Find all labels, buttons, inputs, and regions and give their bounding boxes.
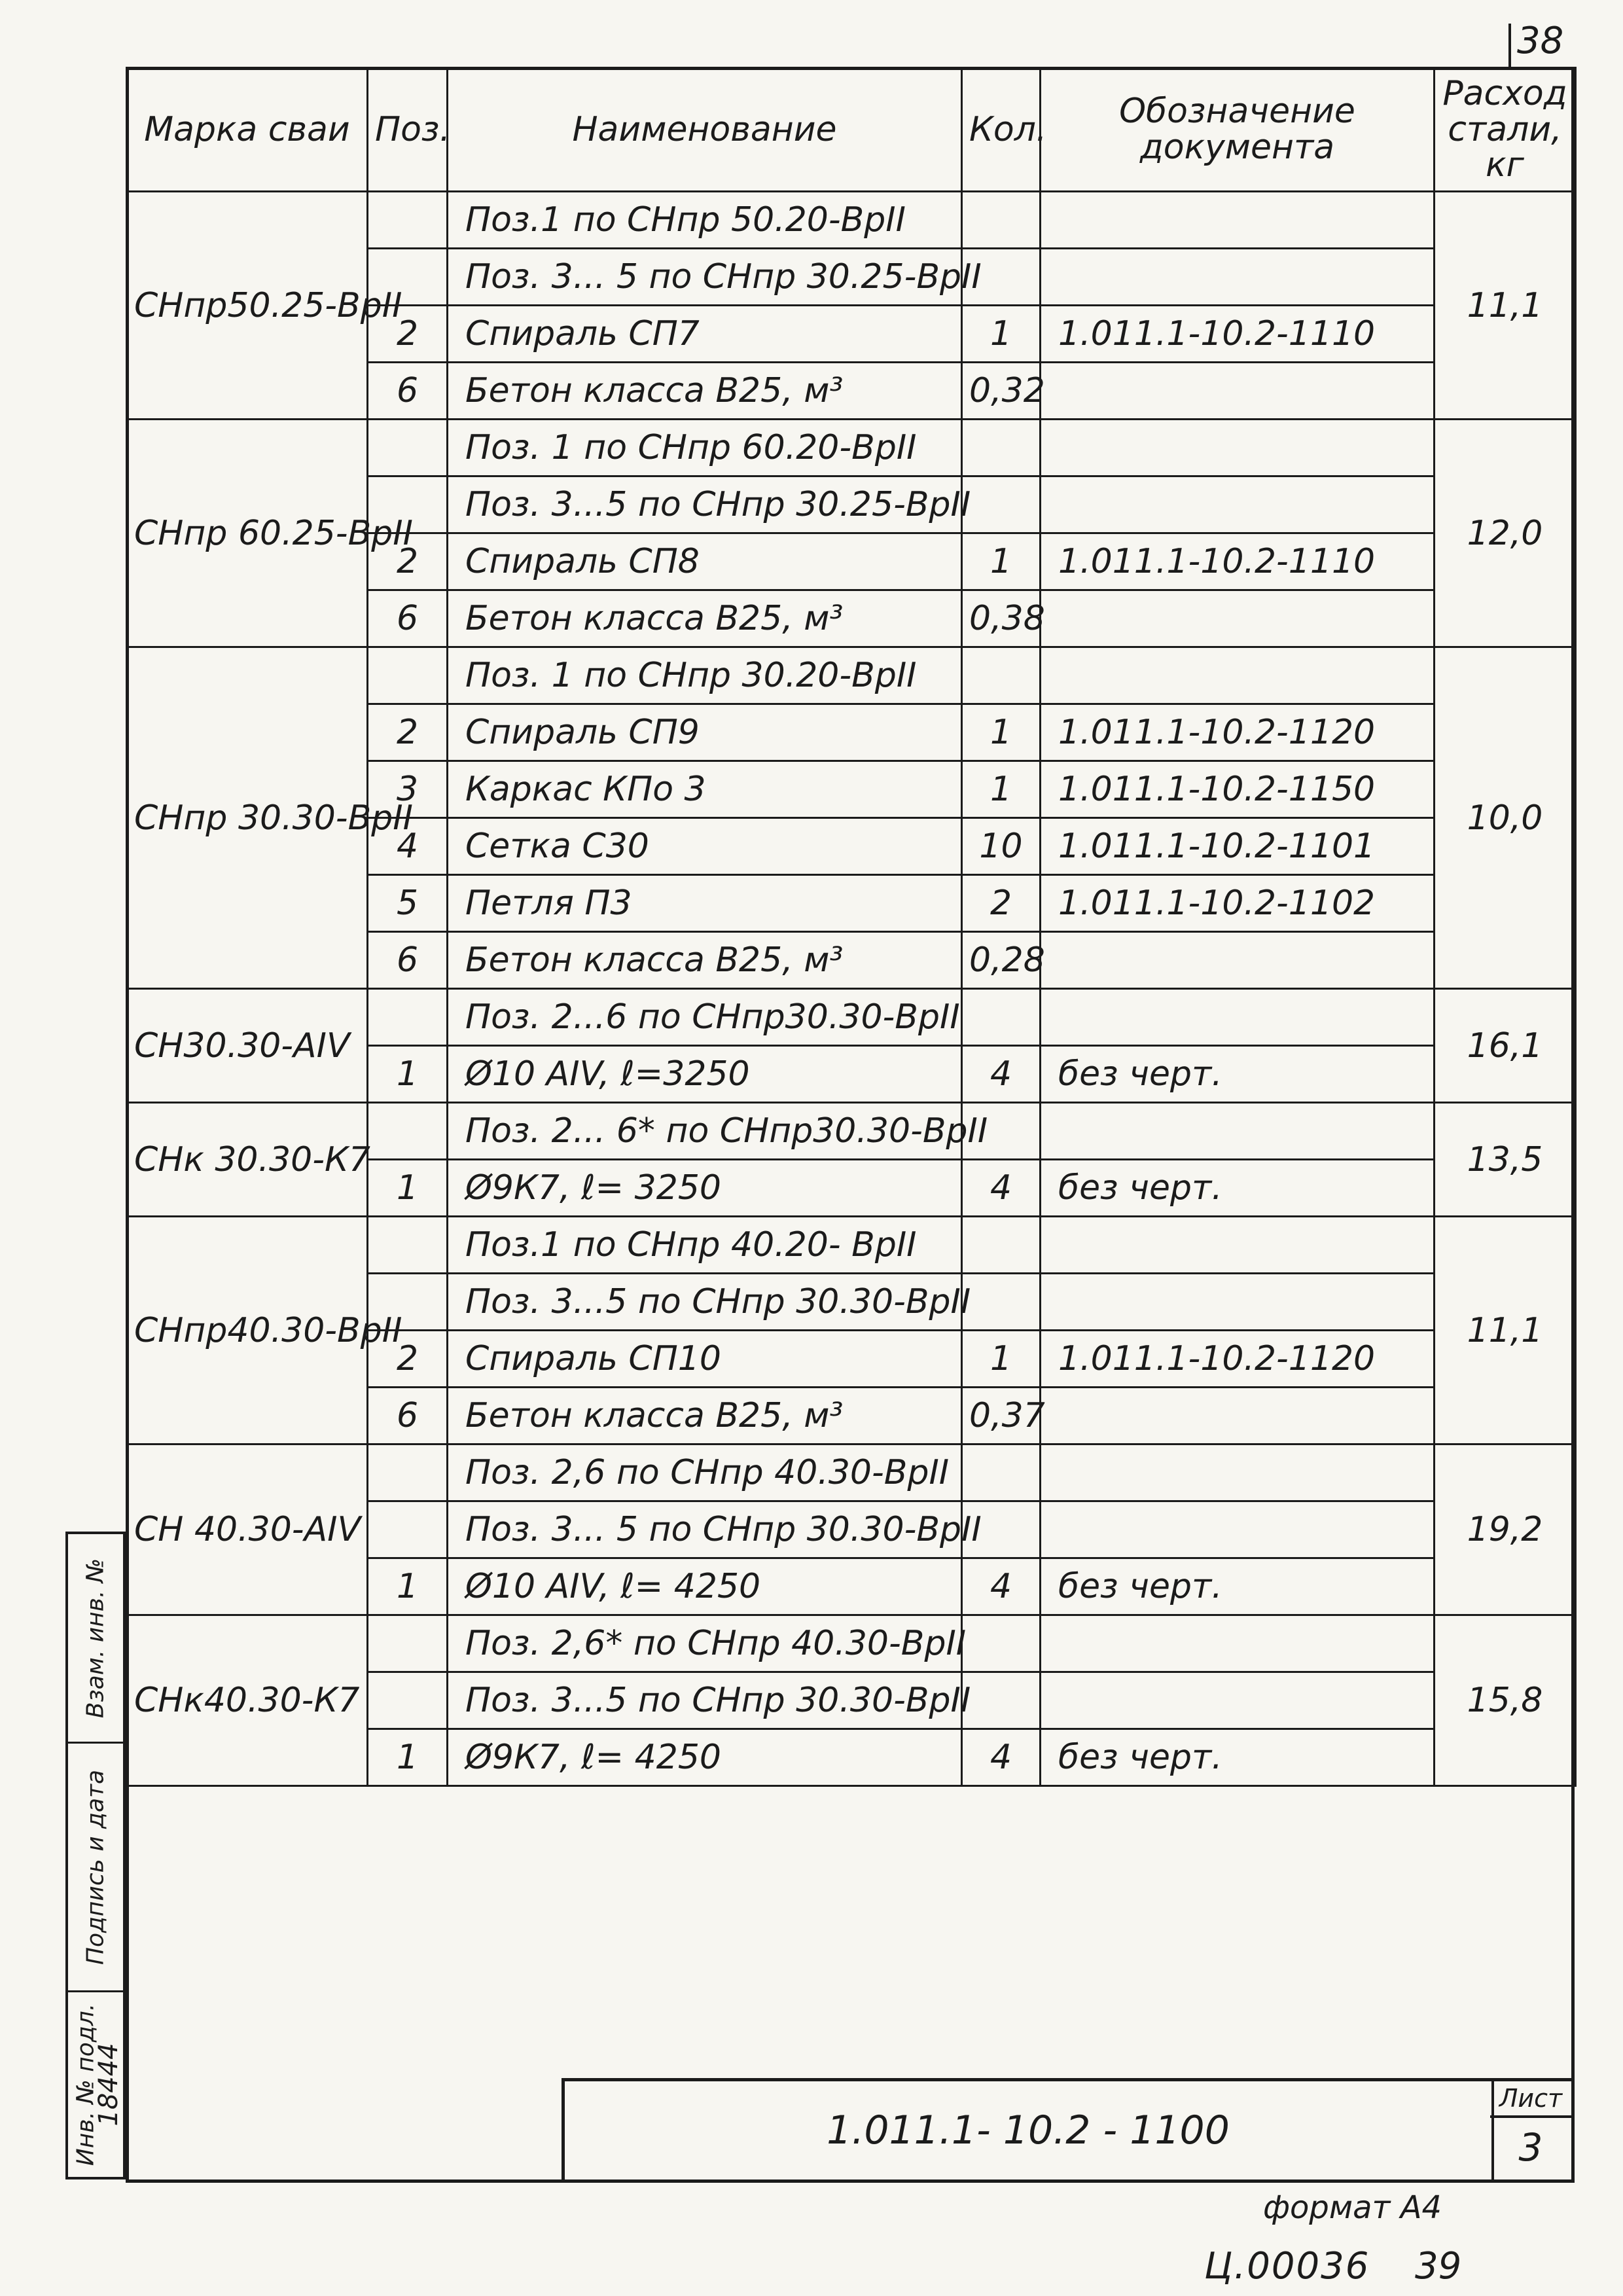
header-name: Наименование xyxy=(448,68,962,192)
steel-consumption: 13,5 xyxy=(1435,1103,1576,1217)
quantity xyxy=(962,420,1041,476)
quantity: 4 xyxy=(962,1046,1041,1103)
document-designation: 1.011.1-10.2-1120 xyxy=(1041,1331,1435,1388)
quantity: 1 xyxy=(962,1331,1041,1388)
document-designation xyxy=(1041,192,1435,249)
position-number: 1 xyxy=(368,1046,448,1103)
inv-original-cell xyxy=(68,1992,123,2177)
header-mark: Марка сваи xyxy=(127,68,368,192)
quantity: 4 xyxy=(962,1729,1041,1786)
document-designation: без черт. xyxy=(1041,1729,1435,1786)
item-name: Спираль СП10 xyxy=(448,1331,962,1388)
document-designation xyxy=(1041,1444,1435,1501)
footer-code: Ц.00036 xyxy=(1204,2245,1370,2287)
position-number: 1 xyxy=(368,1160,448,1217)
item-name: Поз. 2,6 по СНпр 40.30-ВрII xyxy=(448,1444,962,1501)
table-row xyxy=(127,1103,1576,1160)
footer-number: 39 xyxy=(1415,2245,1462,2287)
header-qty: Кол. xyxy=(962,68,1041,192)
item-name: Бетон класса В25, м³ xyxy=(448,932,962,989)
side-stamp-strip xyxy=(65,1532,126,2179)
sheet-number-bar xyxy=(1508,24,1511,67)
document-designation xyxy=(1041,989,1435,1046)
quantity: 1 xyxy=(962,306,1041,363)
item-name: Спираль СП9 xyxy=(448,704,962,761)
position-number xyxy=(368,989,448,1046)
position-number: 1 xyxy=(368,1729,448,1786)
document-designation: без черт. xyxy=(1041,1558,1435,1615)
steel-consumption: 10,0 xyxy=(1435,647,1576,989)
specification-body xyxy=(127,192,1576,1786)
position-number: 6 xyxy=(368,590,448,647)
table-header-row xyxy=(127,68,1576,192)
position-number: 2 xyxy=(368,533,448,590)
table-row xyxy=(127,1615,1576,1672)
table-row xyxy=(127,1217,1576,1274)
item-name: Сетка С30 xyxy=(448,818,962,875)
pile-mark: СНпр 60.25-ВрII xyxy=(127,420,368,647)
position-number xyxy=(368,1501,448,1558)
steel-consumption: 15,8 xyxy=(1435,1615,1576,1786)
document-designation xyxy=(1041,420,1435,476)
item-name: Каркас КПо 3 xyxy=(448,761,962,818)
position-number: 6 xyxy=(368,1388,448,1444)
item-name: Поз. 1 по СНпр 60.20-ВрII xyxy=(448,420,962,476)
item-name: Поз. 3... 5 по СНпр 30.30-ВрII xyxy=(448,1501,962,1558)
pile-mark: СН30.30-АIV xyxy=(127,989,368,1103)
document-designation xyxy=(1041,647,1435,704)
item-name: Бетон класса В25, м³ xyxy=(448,1388,962,1444)
item-name: Поз. 3... 5 по СНпр 30.25-ВрII xyxy=(448,249,962,306)
header-pos: Поз. xyxy=(368,68,448,192)
quantity xyxy=(962,192,1041,249)
item-name: Ø10 АIV, ℓ=3250 xyxy=(448,1046,962,1103)
format-label: формат А4 xyxy=(1263,2189,1442,2226)
pile-mark: СНпр40.30-ВрII xyxy=(127,1217,368,1444)
steel-consumption: 11,1 xyxy=(1435,1217,1576,1444)
document-designation xyxy=(1041,590,1435,647)
table-row xyxy=(127,420,1576,476)
signature-date-cell xyxy=(68,1744,123,1992)
sheet-value: 3 xyxy=(1518,2125,1543,2170)
quantity: 0,32 xyxy=(962,363,1041,420)
document-designation xyxy=(1041,1672,1435,1729)
position-number xyxy=(368,647,448,704)
position-number: 3 xyxy=(368,761,448,818)
position-number: 4 xyxy=(368,818,448,875)
document-designation: 1.011.1-10.2-1110 xyxy=(1041,306,1435,363)
quantity xyxy=(962,476,1041,533)
item-name: Бетон класса В25, м³ xyxy=(448,363,962,420)
item-name: Поз.1 по СНпр 50.20-ВрII xyxy=(448,192,962,249)
quantity xyxy=(962,1672,1041,1729)
position-number xyxy=(368,1103,448,1160)
position-number: 2 xyxy=(368,704,448,761)
position-number: 2 xyxy=(368,1331,448,1388)
item-name: Петля П3 xyxy=(448,875,962,932)
steel-consumption: 16,1 xyxy=(1435,989,1576,1103)
sheet-label: Лист xyxy=(1490,2081,1571,2118)
steel-consumption: 12,0 xyxy=(1435,420,1576,647)
quantity: 4 xyxy=(962,1160,1041,1217)
table-row xyxy=(127,647,1576,704)
item-name: Бетон класса В25, м³ xyxy=(448,590,962,647)
pile-mark: СНпр50.25-ВрII xyxy=(127,192,368,420)
sheet-top-number: 38 xyxy=(1517,20,1564,62)
document-designation: 1.011.1-10.2-1150 xyxy=(1041,761,1435,818)
position-number: 1 xyxy=(368,1558,448,1615)
document-designation xyxy=(1041,476,1435,533)
table-row xyxy=(127,989,1576,1046)
replaced-inv-cell xyxy=(68,1534,123,1744)
title-block xyxy=(562,2078,1575,2183)
quantity: 2 xyxy=(962,875,1041,932)
document-designation: без черт. xyxy=(1041,1046,1435,1103)
header-doc: Обозначение документа xyxy=(1041,68,1435,192)
specification-table xyxy=(126,67,1577,1787)
position-number xyxy=(368,420,448,476)
quantity: 0,38 xyxy=(962,590,1041,647)
document-designation xyxy=(1041,1615,1435,1672)
item-name: Поз. 1 по СНпр 30.20-ВрII xyxy=(448,647,962,704)
position-number xyxy=(368,1672,448,1729)
quantity: 1 xyxy=(962,533,1041,590)
document-designation xyxy=(1041,932,1435,989)
document-designation: без черт. xyxy=(1041,1160,1435,1217)
item-name: Поз. 3...5 по СНпр 30.30-ВрII xyxy=(448,1274,962,1331)
document-designation xyxy=(1041,363,1435,420)
item-name: Ø9К7, ℓ= 4250 xyxy=(448,1729,962,1786)
inv-original-value: 18444 xyxy=(94,2043,124,2126)
position-number: 6 xyxy=(368,363,448,420)
document-designation: 1.011.1-10.2-1102 xyxy=(1041,875,1435,932)
pile-mark: СНк 30.30-К7 xyxy=(127,1103,368,1217)
document-designation xyxy=(1041,1388,1435,1444)
item-name: Ø9К7, ℓ= 3250 xyxy=(448,1160,962,1217)
quantity xyxy=(962,1444,1041,1501)
quantity: 1 xyxy=(962,761,1041,818)
replaced-inv-label: Взам. инв. № xyxy=(82,1558,109,1718)
inv-original-label: Инв. № подл. xyxy=(72,2003,99,2166)
pile-mark: СН 40.30-АIV xyxy=(127,1444,368,1615)
position-number xyxy=(368,192,448,249)
item-name: Поз. 3...5 по СНпр 30.30-ВрII xyxy=(448,1672,962,1729)
quantity: 10 xyxy=(962,818,1041,875)
quantity: 0,28 xyxy=(962,932,1041,989)
position-number: 6 xyxy=(368,932,448,989)
document-designation xyxy=(1041,1103,1435,1160)
document-code: 1.011.1- 10.2 - 1100 xyxy=(565,2081,1494,2179)
item-name: Поз.1 по СНпр 40.20- ВрII xyxy=(448,1217,962,1274)
position-number xyxy=(368,1217,448,1274)
item-name: Поз. 2,6* по СНпр 40.30-ВрII xyxy=(448,1615,962,1672)
quantity xyxy=(962,989,1041,1046)
quantity xyxy=(962,1217,1041,1274)
steel-consumption: 19,2 xyxy=(1435,1444,1576,1615)
item-name: Ø10 АIV, ℓ= 4250 xyxy=(448,1558,962,1615)
steel-consumption: 11,1 xyxy=(1435,192,1576,420)
item-name: Поз. 2...6 по СНпр30.30-ВрII xyxy=(448,989,962,1046)
position-number xyxy=(368,1444,448,1501)
document-designation: 1.011.1-10.2-1120 xyxy=(1041,704,1435,761)
document-designation xyxy=(1041,1501,1435,1558)
item-name: Спираль СП8 xyxy=(448,533,962,590)
document-designation xyxy=(1041,1274,1435,1331)
signature-date-label: Подпись и дата xyxy=(82,1769,109,1965)
item-name: Поз. 2... 6* по СНпр30.30-ВрII xyxy=(448,1103,962,1160)
pile-mark: СНк40.30-К7 xyxy=(127,1615,368,1786)
item-name: Спираль СП7 xyxy=(448,306,962,363)
document-designation: 1.011.1-10.2-1110 xyxy=(1041,533,1435,590)
position-number xyxy=(368,1615,448,1672)
position-number: 2 xyxy=(368,306,448,363)
quantity xyxy=(962,1274,1041,1331)
position-number: 5 xyxy=(368,875,448,932)
quantity: 1 xyxy=(962,704,1041,761)
document-designation: 1.011.1-10.2-1101 xyxy=(1041,818,1435,875)
document-designation xyxy=(1041,249,1435,306)
table-row xyxy=(127,1444,1576,1501)
quantity: 0,37 xyxy=(962,1388,1041,1444)
item-name: Поз. 3...5 по СНпр 30.25-ВрII xyxy=(448,476,962,533)
quantity: 4 xyxy=(962,1558,1041,1615)
pile-mark: СНпр 30.30-ВрII xyxy=(127,647,368,989)
quantity xyxy=(962,1615,1041,1672)
table-row xyxy=(127,192,1576,249)
quantity xyxy=(962,647,1041,704)
document-designation xyxy=(1041,1217,1435,1274)
header-steel: Расход стали, кг xyxy=(1435,68,1576,192)
